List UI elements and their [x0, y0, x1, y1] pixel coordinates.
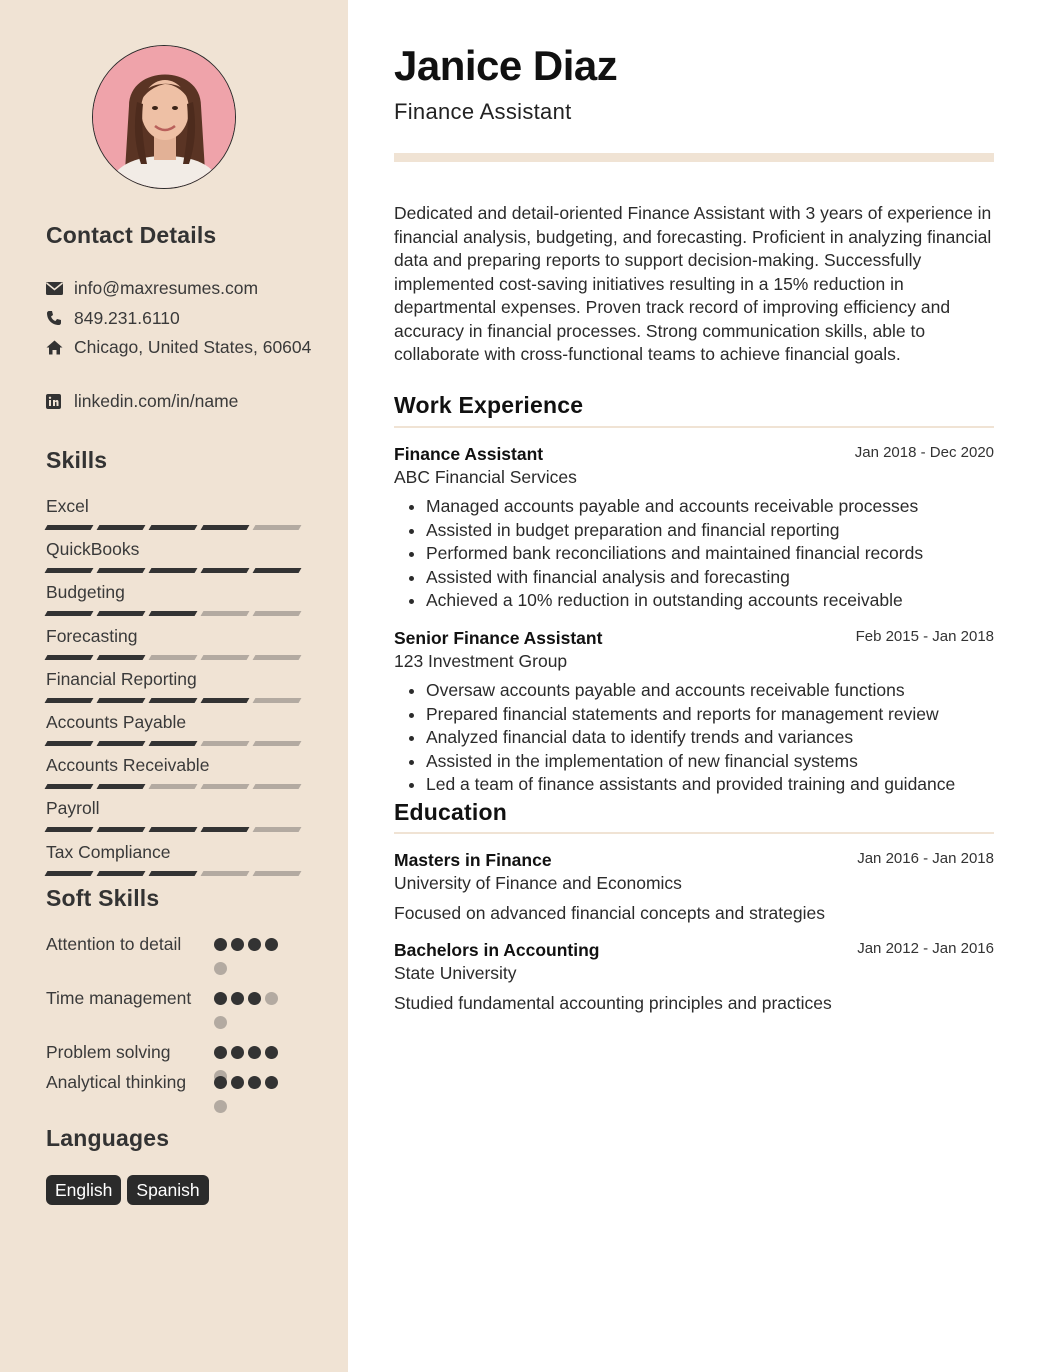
skill-level-segment [97, 827, 146, 832]
skill-level-segment [253, 698, 302, 703]
degree-title: Bachelors in Accounting [394, 940, 600, 960]
job-bullet: • Led a team of finance assistants and provided training and guidance [426, 773, 994, 797]
skill-level-segment [149, 741, 198, 746]
rating-dot [265, 1046, 278, 1059]
skill-level-segment [45, 525, 94, 530]
education-heading: Education [394, 799, 507, 825]
skill-label: Forecasting [46, 625, 138, 646]
skill-level-segment [253, 784, 302, 789]
phone-text: 849.231.6110 [74, 308, 180, 328]
skill-level-segment [201, 611, 250, 616]
education-entry [394, 849, 994, 925]
skill-level-bar [46, 698, 302, 703]
skill-label: QuickBooks [46, 539, 140, 560]
job-bullet: • Analyzed financial data to identify trends and variances [426, 726, 994, 750]
soft-skill-rating [214, 1076, 294, 1113]
skill-level-segment [97, 784, 146, 789]
skill-level-segment [97, 611, 146, 616]
rating-dot [214, 992, 227, 1005]
job-bullet: • Assisted in budget preparation and financial reporting [426, 519, 994, 543]
skill-level-segment [97, 525, 146, 530]
skill-label: Financial Reporting [46, 668, 197, 689]
rating-dot [214, 1076, 227, 1089]
rating-dot [214, 1016, 227, 1029]
rating-dot [231, 992, 244, 1005]
skill-level-segment [45, 568, 94, 573]
skill-level-segment [201, 871, 250, 876]
degree-description: Studied fundamental accounting principles and practices [394, 993, 832, 1013]
rating-dot [231, 1076, 244, 1089]
degree-title: Masters in Finance [394, 850, 552, 870]
skills-heading: Skills [46, 447, 108, 473]
skill-level-segment [149, 827, 198, 832]
rating-dot [231, 1046, 244, 1059]
job-bullet: • Performed bank reconciliations and maintained financial records [426, 542, 994, 566]
job-bullets [394, 495, 994, 613]
skill-row [46, 668, 302, 703]
soft-skill-rating [214, 938, 294, 975]
contact-linkedin[interactable] [46, 389, 316, 413]
rating-dot [248, 1076, 261, 1089]
candidate-role: Finance Assistant [394, 99, 572, 124]
skill-level-segment [253, 827, 302, 832]
skill-level-segment [149, 784, 198, 789]
soft-skill-rating [214, 992, 294, 1029]
degree-dates: Jan 2016 - Jan 2018 [857, 850, 994, 867]
work-entry [394, 627, 994, 797]
job-bullet: • Oversaw accounts payable and accounts receivable functions [426, 679, 994, 703]
skill-level-bar [46, 525, 302, 530]
skill-level-segment [201, 525, 250, 530]
sidebar [0, 0, 348, 1372]
skill-level-segment [149, 655, 198, 660]
contact-address [46, 335, 316, 359]
job-bullet: • Prepared financial statements and reports for management review [426, 703, 994, 727]
skill-label: Excel [46, 496, 89, 516]
skill-level-segment [97, 741, 146, 746]
skill-row [46, 495, 302, 530]
job-title: Finance Assistant [394, 444, 544, 464]
soft-skills-heading: Soft Skills [46, 885, 160, 911]
skill-row [46, 797, 302, 832]
skill-level-segment [253, 568, 302, 573]
soft-skill-label: Problem solving [46, 1042, 171, 1062]
skill-level-segment [149, 698, 198, 703]
phone-icon [46, 306, 74, 330]
degree-description: Focused on advanced financial concepts and strategies [394, 903, 825, 923]
job-bullet: • Achieved a 10% reduction in outstanding accounts receivable [426, 589, 994, 613]
skill-level-segment [45, 827, 94, 832]
job-dates: Jan 2018 - Dec 2020 [854, 444, 994, 461]
skill-row [46, 841, 302, 876]
skill-level-bar [46, 611, 302, 616]
rating-dot [214, 1100, 227, 1113]
skill-level-segment [149, 871, 198, 876]
skill-level-segment [149, 611, 198, 616]
education-divider [394, 832, 994, 834]
skill-level-bar [46, 827, 302, 832]
home-icon [46, 335, 74, 359]
skill-level-bar [46, 568, 302, 573]
rating-dot [265, 992, 278, 1005]
skill-label: Accounts Receivable [46, 755, 210, 776]
email-text: info@maxresumes.com [74, 278, 259, 298]
job-dates: Feb 2015 - Jan 2018 [855, 628, 994, 645]
rating-dot [214, 938, 227, 951]
skill-row [46, 581, 302, 616]
skill-level-bar [46, 655, 302, 660]
rating-dot [248, 938, 261, 951]
skill-level-segment [97, 568, 146, 573]
school-name: State University [394, 963, 517, 983]
skill-level-bar [46, 741, 302, 746]
profile-photo [93, 46, 236, 189]
work-divider [394, 426, 994, 428]
skill-level-segment [149, 525, 198, 530]
rating-dot [214, 1046, 227, 1059]
skill-level-segment [201, 784, 250, 789]
languages-heading: Languages [46, 1125, 170, 1151]
languages-list [46, 1175, 209, 1205]
skill-level-segment [253, 525, 302, 530]
skill-row [46, 711, 302, 746]
school-name: University of Finance and Economics [394, 873, 682, 893]
skill-level-segment [201, 568, 250, 573]
language-badge: English [46, 1175, 121, 1205]
job-bullet: • Assisted in the implementation of new financial systems [426, 750, 994, 774]
degree-dates: Jan 2012 - Jan 2016 [857, 940, 994, 957]
skill-level-segment [45, 655, 94, 660]
skill-level-segment [201, 698, 250, 703]
address-text: Chicago, United States, 60604 [74, 337, 312, 357]
skill-level-segment [253, 655, 302, 660]
rating-dot [214, 962, 227, 975]
header-divider [394, 153, 994, 162]
skill-level-segment [45, 871, 94, 876]
skill-level-segment [253, 871, 302, 876]
linkedin-icon [46, 389, 74, 413]
skill-level-segment [97, 655, 146, 660]
skill-level-segment [201, 827, 250, 832]
job-bullets [394, 679, 994, 797]
skill-level-segment [45, 611, 94, 616]
skill-level-segment [45, 698, 94, 703]
skill-label: Accounts Payable [46, 712, 187, 732]
skill-level-segment [45, 784, 94, 789]
skill-level-segment [201, 741, 250, 746]
language-badge: Spanish [127, 1175, 208, 1205]
rating-dot [265, 1076, 278, 1089]
work-heading: Work Experience [394, 392, 584, 418]
job-bullet: • Managed accounts payable and accounts receivable processes [426, 495, 994, 519]
soft-skill-label: Time management [46, 988, 192, 1008]
skill-label: Payroll [46, 798, 100, 819]
skill-level-segment [149, 568, 198, 573]
skill-row [46, 538, 302, 573]
skill-level-segment [201, 655, 250, 660]
profile-summary: Dedicated and detail-oriented Finance Assistant with 3 years of experience in financial analysis, budgeting, and forecasting. Proficient in analyzing financial data and preparing reports to support decision-making. Successfully implemented cost-saving initiatives resulting in a 15% reduction in departmental expenses. Proven track record of improving efficiency and accuracy in financial processes. Strong communication skills, able to collaborate with cross-functional teams to achieve financial goals. [394, 203, 992, 364]
job-title: Senior Finance Assistant [394, 628, 603, 648]
envelope-icon [46, 276, 74, 300]
skill-level-segment [45, 741, 94, 746]
rating-dot [231, 938, 244, 951]
job-company: 123 Investment Group [394, 651, 568, 671]
contact-heading: Contact Details [46, 222, 217, 248]
skill-level-bar [46, 784, 302, 789]
linkedin-text: linkedin.com/in/name [74, 391, 239, 411]
avatar [92, 45, 236, 189]
skill-level-segment [97, 871, 146, 876]
contact-phone[interactable] [46, 306, 316, 330]
job-company: ABC Financial Services [394, 467, 577, 487]
skill-label: Tax Compliance [46, 841, 171, 862]
rating-dot [248, 992, 261, 1005]
contact-email[interactable] [46, 276, 316, 300]
skill-label: Budgeting [46, 582, 125, 603]
skill-level-bar [46, 871, 302, 876]
skill-row [46, 625, 302, 660]
job-bullet: • Assisted with financial analysis and forecasting [426, 566, 994, 590]
rating-dot [265, 938, 278, 951]
soft-skill-label: Analytical thinking [46, 1072, 187, 1092]
education-entry [394, 939, 994, 1015]
skill-level-segment [253, 741, 302, 746]
work-entry [394, 443, 994, 613]
skill-level-segment [253, 611, 302, 616]
soft-skill-label: Attention to detail [46, 934, 182, 954]
rating-dot [248, 1046, 261, 1059]
candidate-name: Janice Diaz [394, 42, 618, 89]
skill-level-segment [97, 698, 146, 703]
skill-row [46, 754, 302, 789]
